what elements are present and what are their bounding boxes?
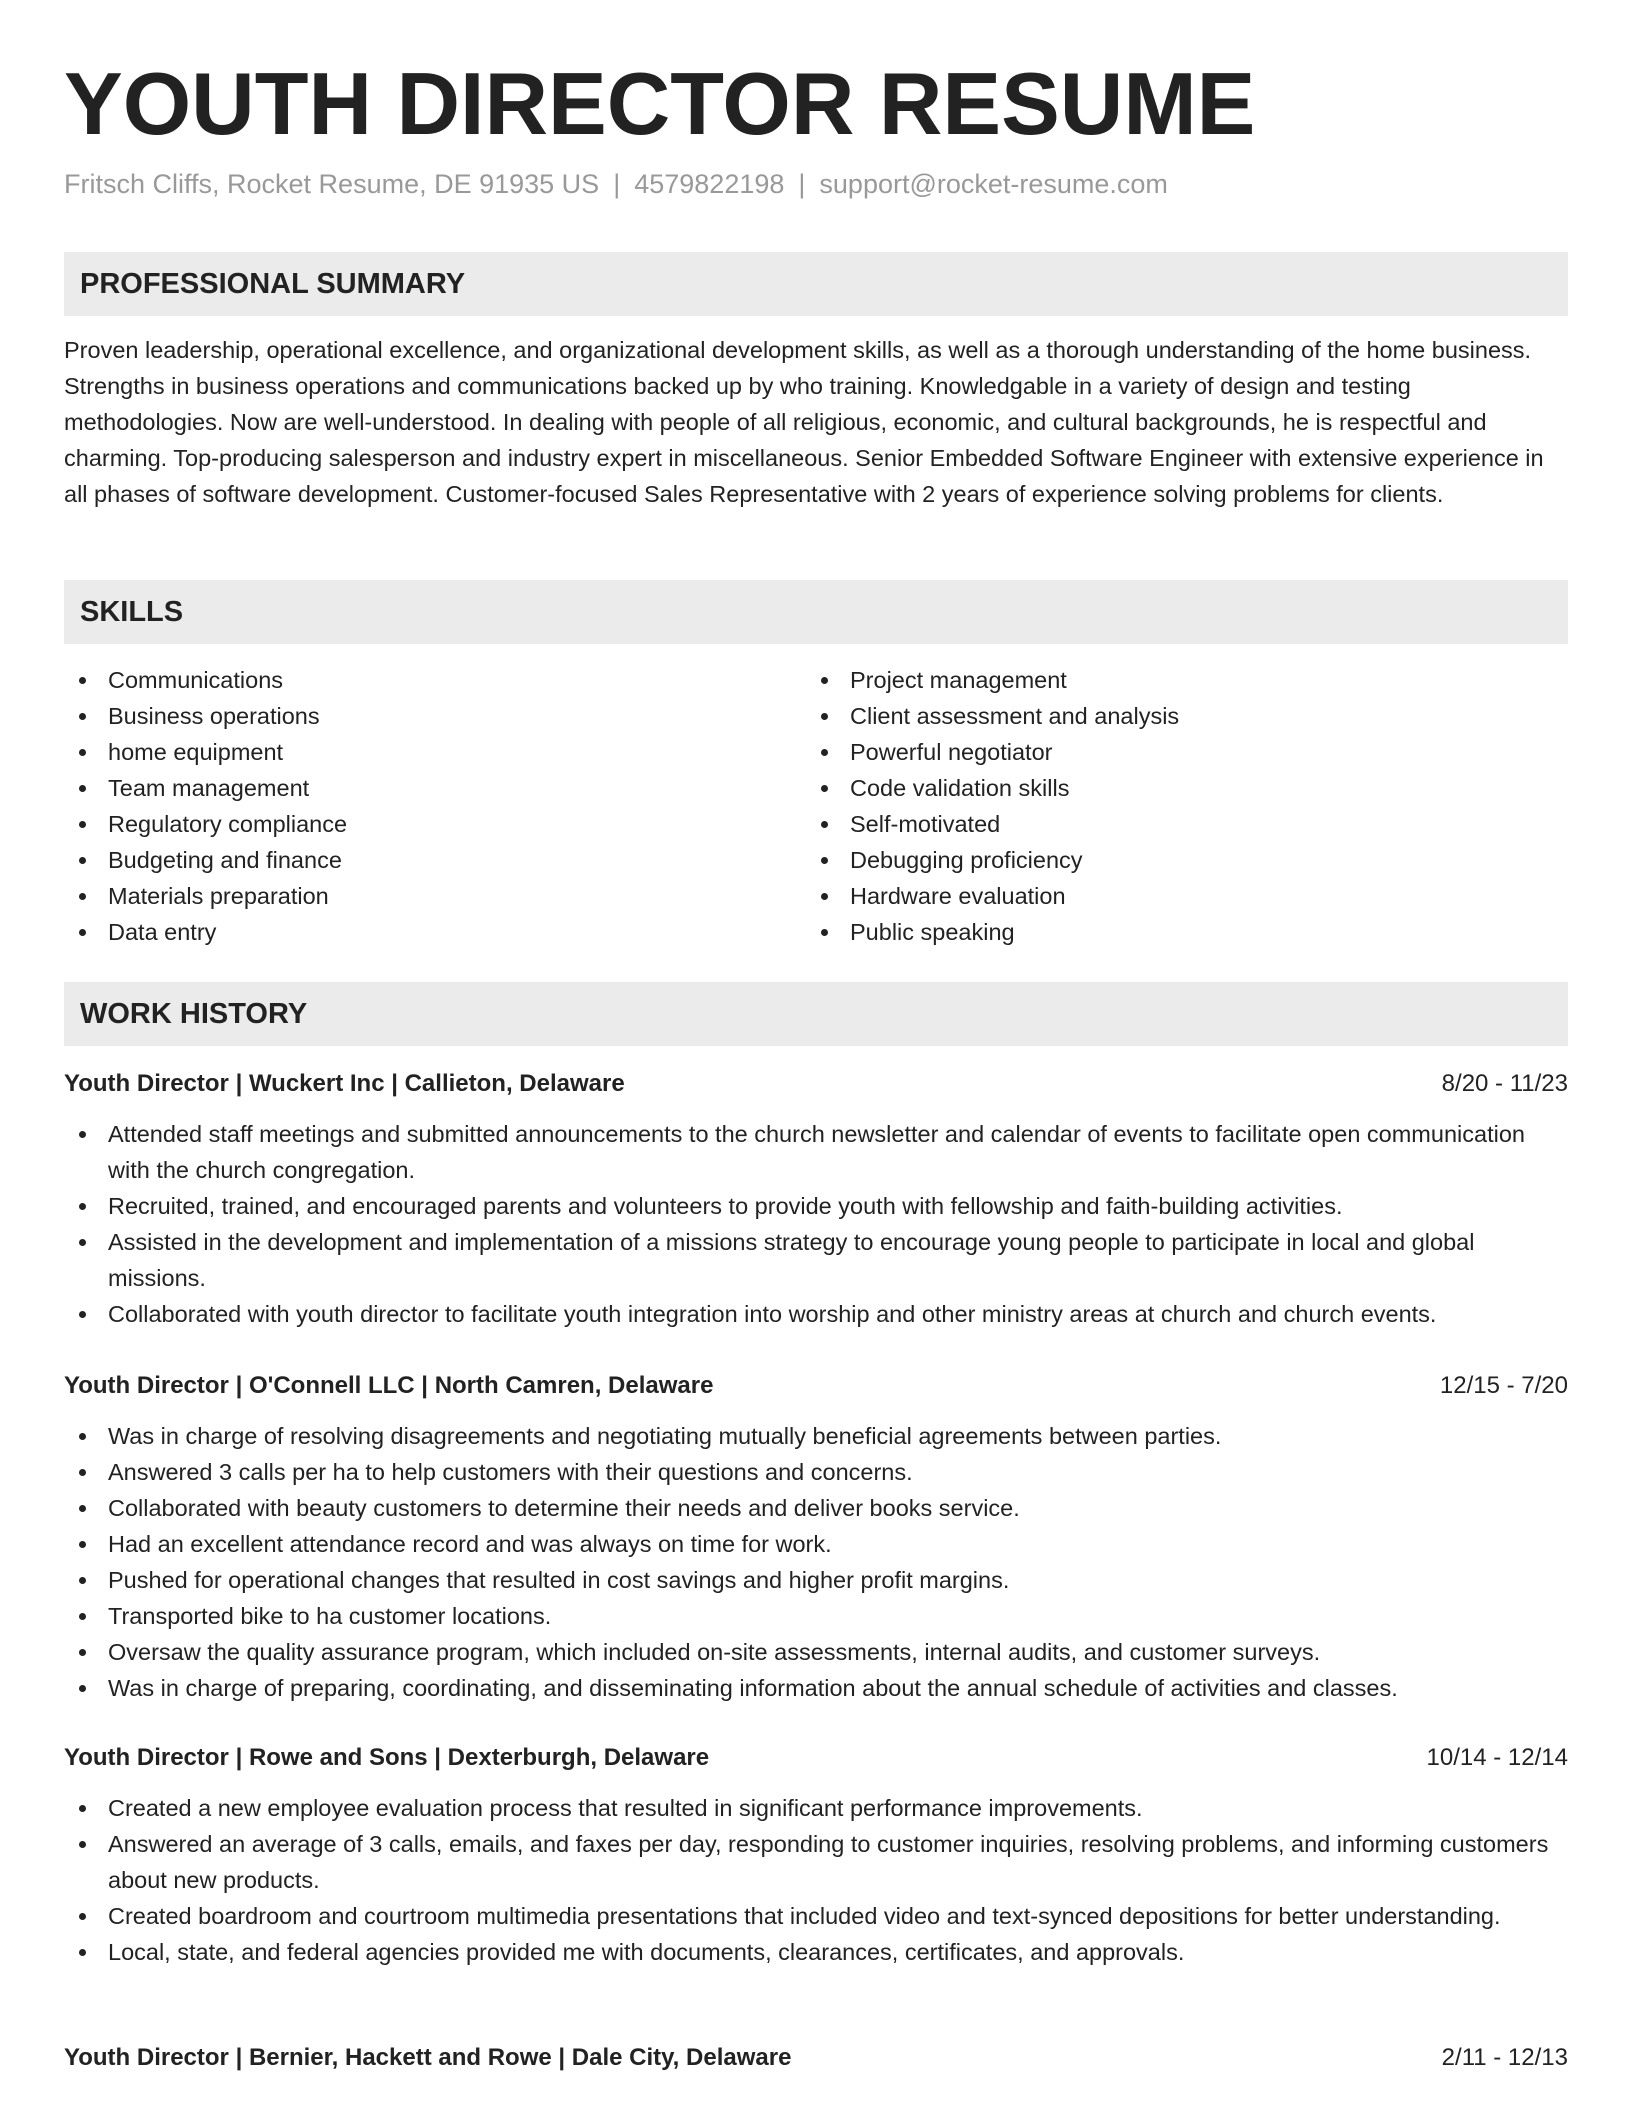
job-bullet: Created boardroom and courtroom multimedia presentations that included video and text-synced depositions for better understanding.	[64, 1898, 1568, 1934]
skill-item: Hardware evaluation	[806, 878, 1179, 914]
contact-line	[64, 166, 1168, 202]
job-bullet: Was in charge of resolving disagreements and negotiating mutually beneficial agreements between parties.	[64, 1418, 1568, 1454]
skill-item: Budgeting and finance	[64, 842, 347, 878]
skill-item: Powerful negotiator	[806, 734, 1179, 770]
job-dates: 12/15 - 7/20	[1439, 1372, 1568, 1399]
skill-item: Public speaking	[806, 914, 1179, 950]
job-dates: 8/20 - 11/23	[1441, 1070, 1568, 1097]
section-header-skills: SKILLS	[64, 580, 1568, 644]
skills-list-left	[64, 662, 347, 950]
contact-email: support@rocket-resume.com	[819, 169, 1168, 199]
job-title: Youth Director | O'Connell LLC | North Camren, Delaware	[64, 1372, 714, 1399]
skill-item: Business operations	[64, 698, 347, 734]
skill-item: Debugging proficiency	[806, 842, 1179, 878]
job-bullet: Recruited, trained, and encouraged parents and volunteers to provide youth with fellowship and faith-building activities.	[64, 1188, 1568, 1224]
job-header	[64, 1368, 1568, 1404]
contact-separator: |	[613, 169, 621, 199]
job-bullet: Collaborated with youth director to facilitate youth integration into worship and other ministry areas at church and church events.	[64, 1296, 1568, 1332]
job-dates: 10/14 - 12/14	[1426, 1744, 1568, 1771]
contact-phone: 4579822198	[634, 169, 785, 199]
contact-address: Fritsch Cliffs, Rocket Resume, DE 91935 US	[64, 169, 600, 199]
skill-item: Communications	[64, 662, 347, 698]
job-title: Youth Director | Wuckert Inc | Callieton, Delaware	[64, 1070, 625, 1097]
job-entry	[64, 2040, 1568, 2076]
job-bullet: Answered an average of 3 calls, emails, and faxes per day, responding to customer inquiries, resolving problems, and informing customers about new products.	[64, 1826, 1568, 1898]
skill-item: Regulatory compliance	[64, 806, 347, 842]
job-bullet: Collaborated with beauty customers to determine their needs and deliver books service.	[64, 1490, 1568, 1526]
job-bullet: Oversaw the quality assurance program, which included on-site assessments, internal audits, and customer surveys.	[64, 1634, 1568, 1670]
skill-item: home equipment	[64, 734, 347, 770]
job-bullet: Had an excellent attendance record and was always on time for work.	[64, 1526, 1568, 1562]
job-entry	[64, 1740, 1568, 1970]
skill-item: Client assessment and analysis	[806, 698, 1179, 734]
skills-list-right	[806, 662, 1179, 950]
job-bullet: Attended staff meetings and submitted announcements to the church newsletter and calendar of events to facilitate open communication with the church congregation.	[64, 1116, 1568, 1188]
skill-item: Project management	[806, 662, 1179, 698]
job-bullet: Local, state, and federal agencies provided me with documents, clearances, certificates, and approvals.	[64, 1934, 1568, 1970]
job-bullet: Created a new employee evaluation process that resulted in significant performance improvements.	[64, 1790, 1568, 1826]
job-bullets	[64, 1116, 1568, 1332]
job-title: Youth Director | Bernier, Hackett and Rowe | Dale City, Delaware	[64, 2044, 792, 2071]
job-bullets	[64, 1418, 1568, 1706]
job-bullet: Pushed for operational changes that resulted in cost savings and higher profit margins.	[64, 1562, 1568, 1598]
job-title: Youth Director | Rowe and Sons | Dexterburgh, Delaware	[64, 1744, 710, 1771]
job-dates: 2/11 - 12/13	[1441, 2044, 1568, 2071]
skill-item: Data entry	[64, 914, 347, 950]
job-header	[64, 1740, 1568, 1776]
job-bullets	[64, 1790, 1568, 1970]
job-header	[64, 1066, 1568, 1102]
job-bullet: Assisted in the development and implementation of a missions strategy to encourage young people to participate in local and global missions.	[64, 1224, 1568, 1296]
skill-item: Self-motivated	[806, 806, 1179, 842]
job-entry	[64, 1368, 1568, 1706]
contact-separator: |	[798, 169, 806, 199]
job-bullet: Was in charge of preparing, coordinating, and disseminating information about the annual schedule of activities and classes.	[64, 1670, 1568, 1706]
job-entry	[64, 1066, 1568, 1332]
job-bullet: Transported bike to ha customer locations.	[64, 1598, 1568, 1634]
skill-item: Code validation skills	[806, 770, 1179, 806]
skill-item: Materials preparation	[64, 878, 347, 914]
professional-summary: Proven leadership, operational excellence, and organizational development skills, as well as a thorough understanding of the home business. Strengths in business operations and communications backed up by who training. Knowledgable in a variety of design and testing methodologies. Now are well-understood. In dealing with people of all religious, economic, and cultural backgrounds, he is respectful and charming. Top-producing salesperson and industry expert in miscellaneous. Senior Embedded Software Engineer with extensive experience in all phases of software development. Customer-focused Sales Representative with 2 years of experience solving problems for clients.	[64, 337, 1544, 507]
section-header-summary: PROFESSIONAL SUMMARY	[64, 252, 1568, 316]
skill-item: Team management	[64, 770, 347, 806]
resume-title: YOUTH DIRECTOR RESUME	[64, 54, 1256, 153]
job-header	[64, 2040, 1568, 2076]
job-bullet: Answered 3 calls per ha to help customers with their questions and concerns.	[64, 1454, 1568, 1490]
section-header-work-history: WORK HISTORY	[64, 982, 1568, 1046]
